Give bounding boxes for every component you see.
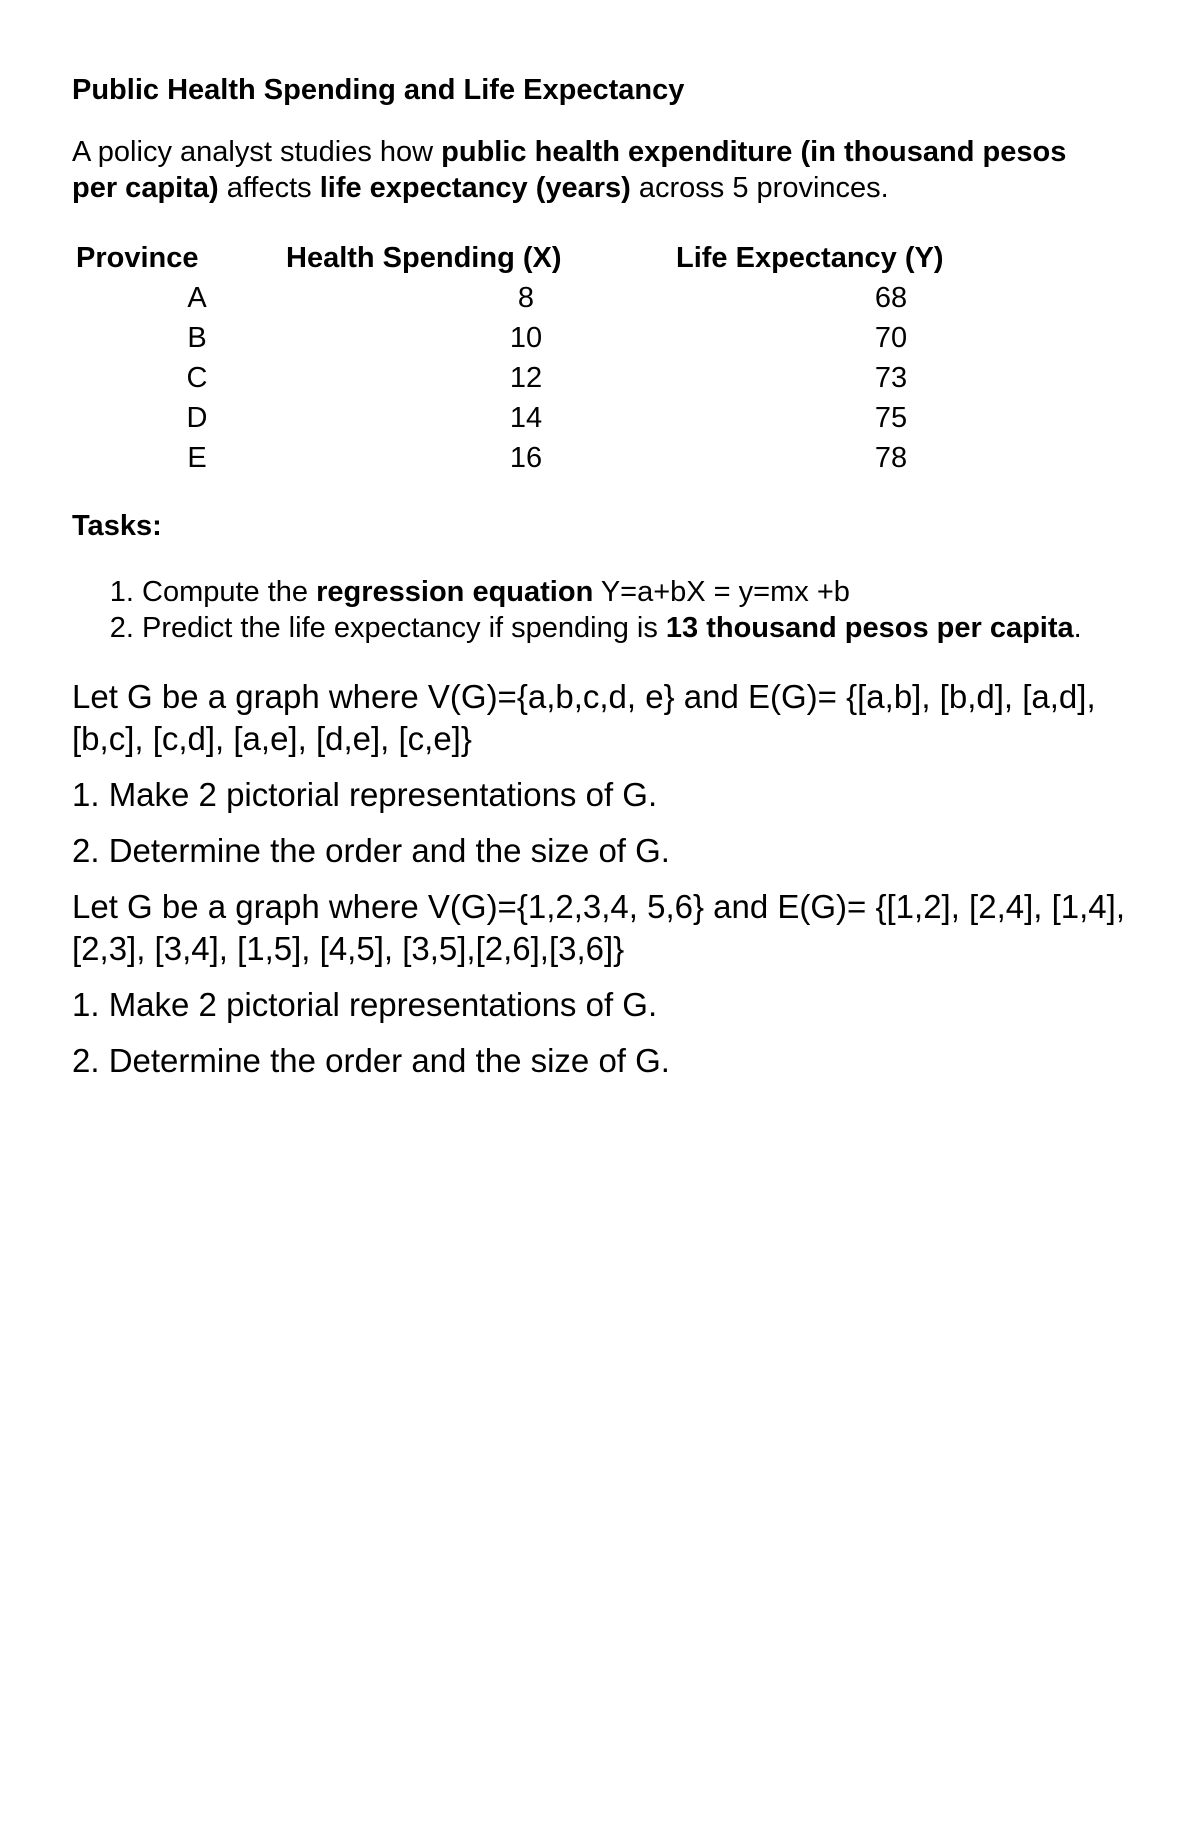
tasks-heading: Tasks:: [72, 510, 162, 542]
life-expectancy-cell: 78: [874, 442, 908, 474]
graph-definition: Let G be a graph where V(G)={a,b,c,d, e} and E(G)= {[a,b], [b,d], [a,d], [b,c], [c,d], [a,e], [d,e], [c,e]}: [72, 678, 1096, 757]
document-page: [72, 72, 1132, 1096]
intro-text-2: affects: [218, 172, 320, 204]
header-health-spending: Health Spending (X): [286, 242, 562, 274]
province-cell: B: [187, 322, 207, 354]
task-bold-text: regression equation: [316, 576, 594, 608]
spending-cell: 12: [509, 362, 543, 394]
table-row: [76, 438, 1006, 478]
page-title: Public Health Spending and Life Expectancy: [72, 74, 685, 106]
graph-task-item: 1. Make 2 pictorial representations of G.: [72, 776, 658, 813]
spending-cell: 8: [517, 282, 535, 314]
province-cell: D: [186, 402, 208, 434]
province-cell: A: [187, 282, 207, 314]
spending-cell: 10: [509, 322, 543, 354]
life-expectancy-cell: 73: [874, 362, 908, 394]
spending-cell: 14: [509, 402, 543, 434]
intro-text-1: A policy analyst studies how: [72, 136, 442, 168]
intro-bold-2: life expectancy (years): [319, 172, 631, 204]
graph-definition: Let G be a graph where V(G)={1,2,3,4, 5,6} and E(G)= {[1,2], [2,4], [1,4], [2,3], [3,4], [1,5], [4,5], [3,5],[2,6],[3,6]}: [72, 888, 1125, 967]
task-text: Y=a+bX = y=mx +b: [593, 576, 850, 608]
task-text: Compute the: [142, 576, 317, 608]
table-row: [76, 278, 1006, 318]
task-text: Predict the life expectancy if spending is: [142, 612, 666, 644]
life-expectancy-cell: 70: [874, 322, 908, 354]
task-item-prediction: [142, 610, 1112, 646]
graph-task-item: 1. Make 2 pictorial representations of G.: [72, 986, 658, 1023]
graph-task-item: 2. Determine the order and the size of G.: [72, 832, 670, 869]
intro-bold-1: public health expenditure (in thousand pesos per capita): [72, 136, 1067, 204]
table-row: [76, 398, 1006, 438]
task-item-regression: [142, 574, 1112, 610]
life-expectancy-cell: 68: [874, 282, 908, 314]
intro-paragraph: [72, 134, 1072, 206]
header-province: Province: [76, 242, 199, 274]
table-row: [76, 318, 1006, 358]
task-bold-text: 13 thousand pesos per capita: [665, 612, 1074, 644]
data-table: [76, 238, 1006, 478]
task-text: .: [1073, 612, 1082, 644]
intro-text-3: across 5 provinces.: [630, 172, 889, 204]
graph-problem-2: [72, 886, 1132, 1082]
header-life-expectancy: Life Expectancy (Y): [676, 242, 944, 274]
province-cell: E: [187, 442, 207, 474]
graph-task-item: 2. Determine the order and the size of G.: [72, 1042, 670, 1079]
table-row: [76, 358, 1006, 398]
province-cell: C: [186, 362, 208, 394]
table-header-row: [76, 238, 1006, 278]
tasks-list: [72, 574, 1112, 646]
spending-cell: 16: [509, 442, 543, 474]
graph-problem-1: [72, 676, 1132, 872]
life-expectancy-cell: 75: [874, 402, 908, 434]
